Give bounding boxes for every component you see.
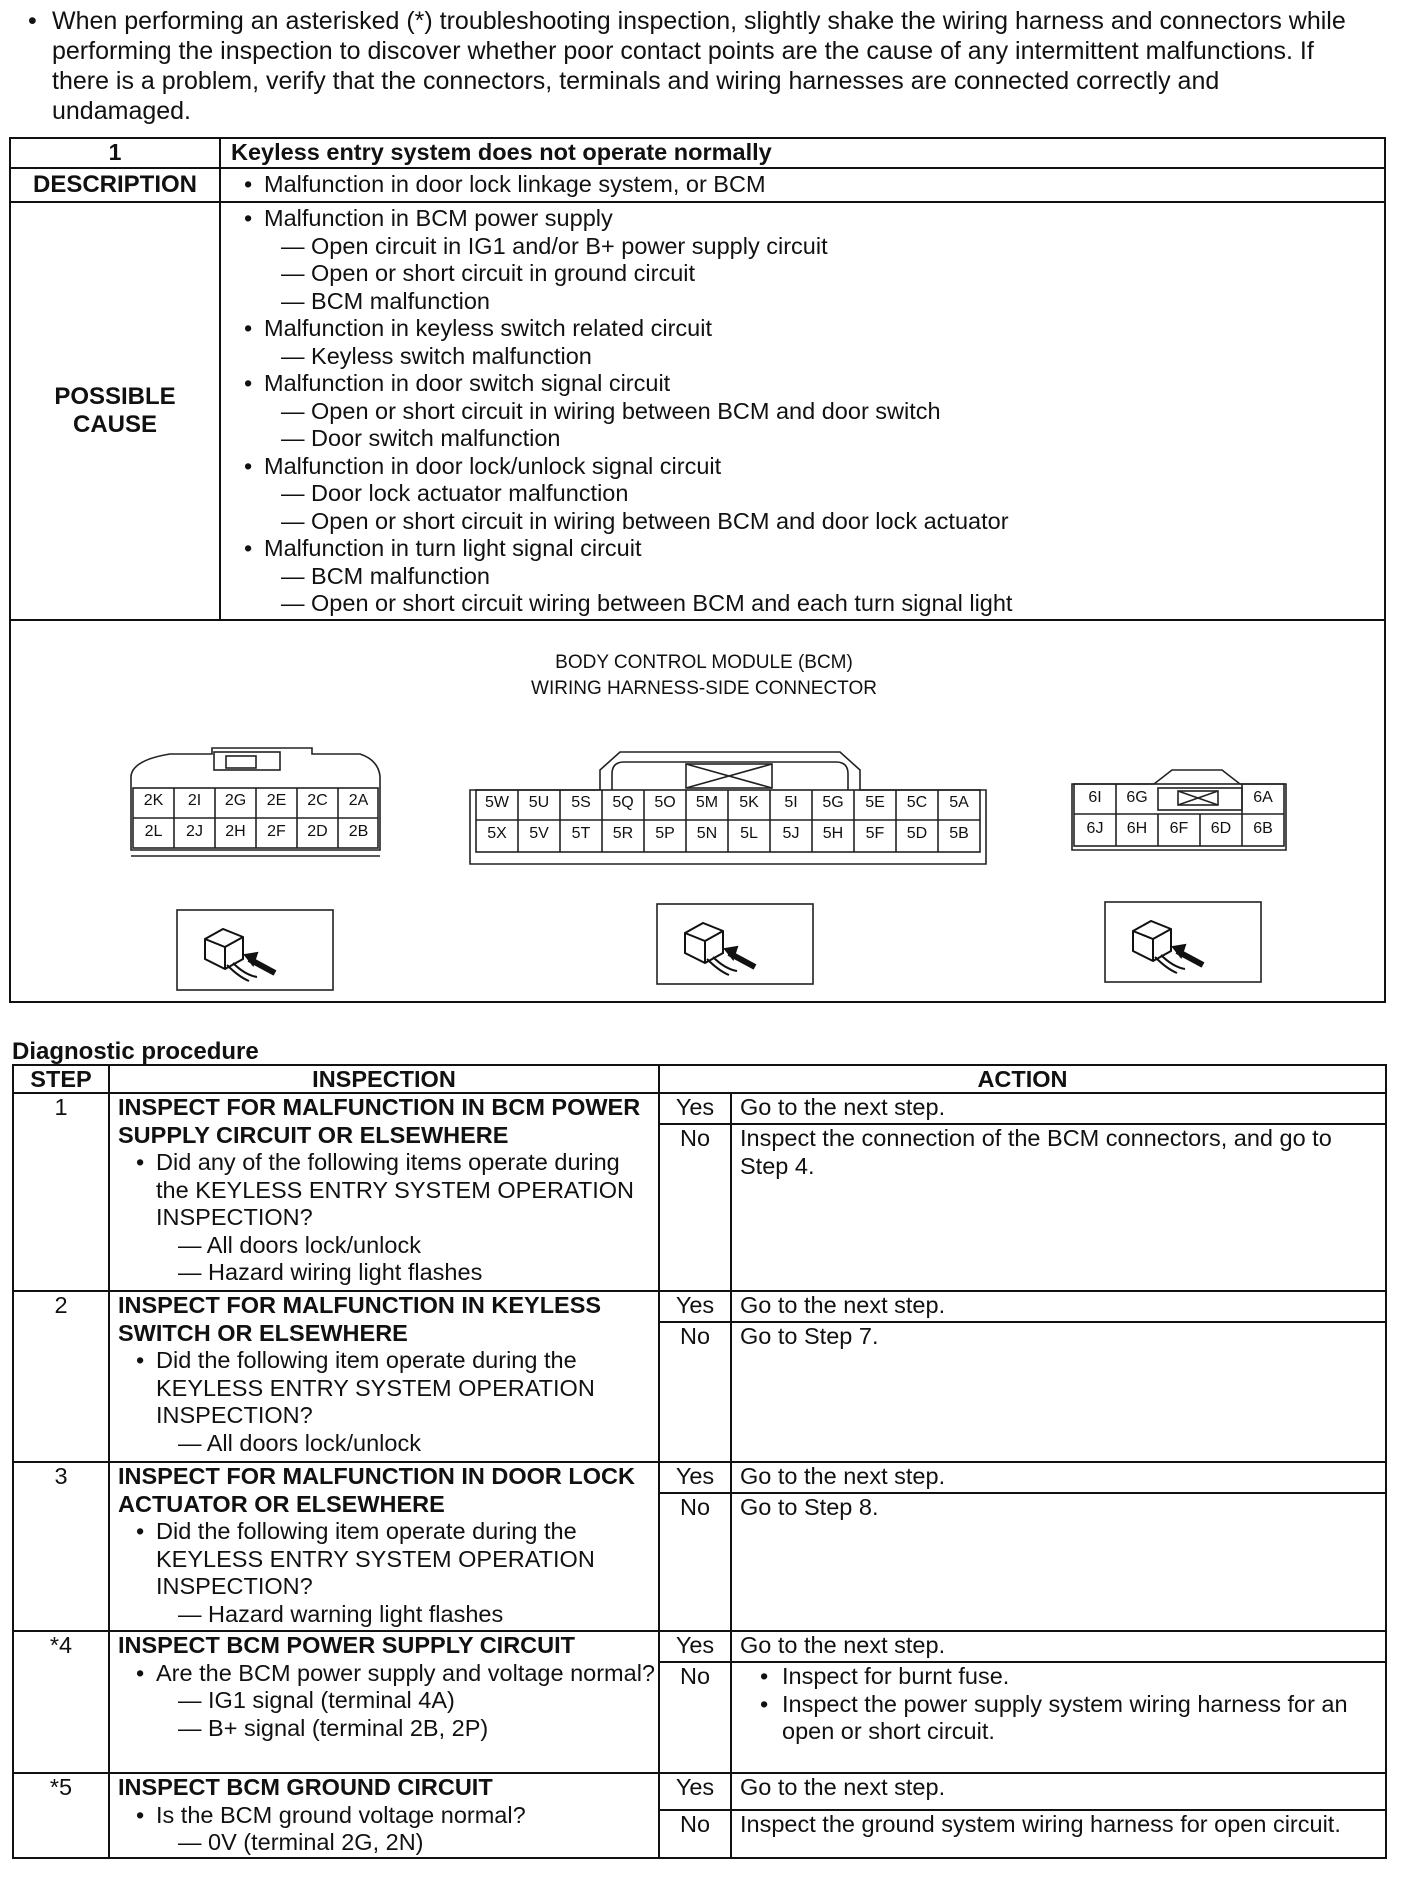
step-number: *4	[13, 1631, 109, 1773]
pin-label: 6A	[1253, 789, 1273, 806]
pin-label: 5B	[949, 825, 969, 842]
pin-label: 5F	[865, 825, 885, 842]
no-action: Inspect the ground system wiring harness for open circuit.	[731, 1810, 1386, 1858]
pin-label: 5T	[571, 825, 591, 842]
cause-sub: — Door switch malfunction	[281, 425, 561, 451]
cause-sub: — Open or short circuit in wiring between BCM and door switch	[281, 397, 941, 424]
pin-label: 5U	[528, 794, 550, 811]
possible-cause-label: POSSIBLE CAUSE	[10, 202, 220, 620]
pin-label: 6B	[1253, 820, 1273, 837]
cause-sub: — Open circuit in IG1 and/or B+ power supply circuit	[281, 232, 828, 259]
step-inspection: INSPECT FOR MALFUNCTION IN BCM POWER SUPPLY CIRCUIT OR ELSEWHERE • Did any of the following items operate during the KEYLESS ENTRY SYSTEM OPERATION INSPECTION? — All doors lock/unlock — Hazard wiring light flashes	[109, 1093, 659, 1291]
pin-label: 5A	[949, 794, 969, 811]
pin-label: 5O	[654, 794, 676, 811]
pin-label: 5J	[782, 825, 800, 842]
yes-action: Go to the next step.	[731, 1631, 1386, 1662]
pin-label: 6G	[1126, 789, 1148, 806]
header-step: STEP	[13, 1065, 109, 1093]
step-inspection: INSPECT BCM POWER SUPPLY CIRCUIT • Are the BCM power supply and voltage normal? — IG1 signal (terminal 4A) — B+ signal (terminal 2B, 2P)	[109, 1631, 659, 1773]
step-number: *5	[13, 1773, 109, 1858]
pin-label: 2K	[143, 792, 164, 809]
symptom-table	[9, 137, 1386, 1003]
pin-label: 6J	[1086, 820, 1104, 837]
no-label: No	[659, 1322, 731, 1462]
pin-label: 5K	[739, 794, 759, 811]
step-number: 3	[13, 1462, 109, 1631]
pin-label: 2B	[348, 823, 369, 840]
symptom-title: Keyless entry system does not operate normally	[220, 138, 1385, 168]
pin-label: 2H	[225, 823, 246, 840]
pin-label: 5G	[822, 794, 844, 811]
pin-label: 2D	[307, 823, 328, 840]
step-inspection: INSPECT FOR MALFUNCTION IN DOOR LOCK ACTUATOR OR ELSEWHERE • Did the following item operate during the KEYLESS ENTRY SYSTEM OPERATION INSPECTION? — Hazard warning light flashes	[109, 1462, 659, 1631]
pin-label: 2A	[348, 792, 369, 809]
cause-sub: — Door lock actuator malfunction	[281, 480, 629, 506]
connector-title: BODY CONTROL MODULE (BCM) WIRING HARNESS-SIDE CONNECTOR	[531, 652, 877, 699]
pin-label: 5W	[485, 794, 509, 811]
no-label: No	[659, 1810, 731, 1858]
cause-item: • Malfunction in keyless switch related circuit	[231, 315, 1384, 343]
description-text: • Malfunction in door lock linkage system, or BCM	[231, 169, 1384, 199]
cause-sub: — Open or short circuit in wiring between BCM and door lock actuator	[281, 507, 1009, 534]
cause-sub: — BCM malfunction	[281, 287, 490, 314]
yes-action: Go to the next step.	[731, 1291, 1386, 1322]
symptom-number: 1	[10, 138, 220, 168]
pin-label: 2F	[267, 823, 286, 840]
diagnostic-title: Diagnostic procedure	[12, 1038, 259, 1065]
pin-label: 5I	[784, 794, 798, 811]
pin-label: 5P	[655, 825, 675, 842]
step-inspection: INSPECT FOR MALFUNCTION IN KEYLESS SWITCH OR ELSEWHERE • Did the following item operate during the KEYLESS ENTRY SYSTEM OPERATION INSPECTION? — All doors lock/unlock	[109, 1291, 659, 1462]
cause-item: • Malfunction in door switch signal circuit	[231, 370, 1384, 398]
cause-item: • Malfunction in turn light signal circuit	[231, 535, 1384, 563]
cause-item: • Malfunction in BCM power supply	[231, 205, 1384, 233]
note-text: When performing an asterisked (*) troubleshooting inspection, slightly shake the wiring harness and connectors while performing the inspection to discover whether poor contact points are the cause of any intermittent malfunctions. If there is a problem, verify that the connectors, terminals and wiring harnesses are connected correctly and undamaged.	[52, 7, 1346, 125]
pin-label: 2I	[187, 792, 202, 809]
pin-label: 5C	[906, 794, 928, 811]
diagnostic-table	[12, 1064, 1387, 1859]
yes-action: Go to the next step.	[731, 1093, 1386, 1124]
description-label: DESCRIPTION	[10, 168, 220, 202]
cause-sub: — Keyless switch malfunction	[281, 342, 592, 369]
no-action: • Inspect for burnt fuse. • Inspect the power supply system wiring harness for an open or short circuit.	[731, 1662, 1386, 1773]
step-inspection: INSPECT BCM GROUND CIRCUIT • Is the BCM ground voltage normal? — 0V (terminal 2G, 2N)	[109, 1773, 659, 1858]
no-action: Inspect the connection of the BCM connectors, and go to Step 4.	[731, 1124, 1386, 1291]
caution-note	[28, 6, 1358, 126]
pin-label: 6D	[1210, 820, 1232, 837]
no-action: Go to Step 8.	[731, 1493, 1386, 1631]
pin-label: 2E	[266, 792, 287, 809]
no-label: No	[659, 1124, 731, 1291]
pin-label: 2C	[307, 792, 328, 809]
pin-label: 6H	[1126, 820, 1148, 837]
cause-sub: — Open or short circuit in ground circuit	[281, 260, 696, 286]
pin-label: 5X	[487, 825, 507, 842]
pin-label: 5M	[695, 794, 719, 811]
pin-label: 6I	[1088, 789, 1102, 806]
pin-label: 5R	[612, 825, 634, 842]
yes-label: Yes	[659, 1462, 731, 1493]
cause-item: • Malfunction in door lock/unlock signal circuit	[231, 453, 1384, 481]
step-number: 2	[13, 1291, 109, 1462]
yes-label: Yes	[659, 1631, 731, 1662]
pin-label: 2G	[224, 792, 247, 809]
no-label: No	[659, 1493, 731, 1631]
pin-label: 5H	[822, 825, 844, 842]
note-bullet: •	[28, 7, 37, 35]
no-action: Go to Step 7.	[731, 1322, 1386, 1462]
pin-label: 2J	[186, 823, 203, 840]
pin-label: 6F	[1169, 820, 1189, 837]
yes-label: Yes	[659, 1093, 731, 1124]
yes-action: Go to the next step.	[731, 1462, 1386, 1493]
pin-label: 5E	[865, 794, 885, 811]
header-action: ACTION	[659, 1065, 1386, 1093]
possible-cause-list	[220, 202, 1385, 620]
pin-label: 2L	[144, 823, 163, 840]
yes-label: Yes	[659, 1773, 731, 1810]
cause-sub: — Open or short circuit wiring between BCM and each turn signal light	[281, 590, 1013, 616]
pin-label: 5S	[571, 794, 591, 811]
pin-label: 5V	[529, 825, 549, 842]
step-number: 1	[13, 1093, 109, 1291]
yes-action: Go to the next step.	[731, 1773, 1386, 1810]
cause-sub: — BCM malfunction	[281, 562, 490, 589]
pin-label: 5Q	[612, 794, 634, 811]
pin-label: 5D	[906, 825, 928, 842]
pin-label: 5L	[740, 825, 758, 842]
header-inspection: INSPECTION	[109, 1065, 659, 1093]
yes-label: Yes	[659, 1291, 731, 1322]
no-label: No	[659, 1662, 731, 1773]
pin-label: 5N	[696, 825, 718, 842]
